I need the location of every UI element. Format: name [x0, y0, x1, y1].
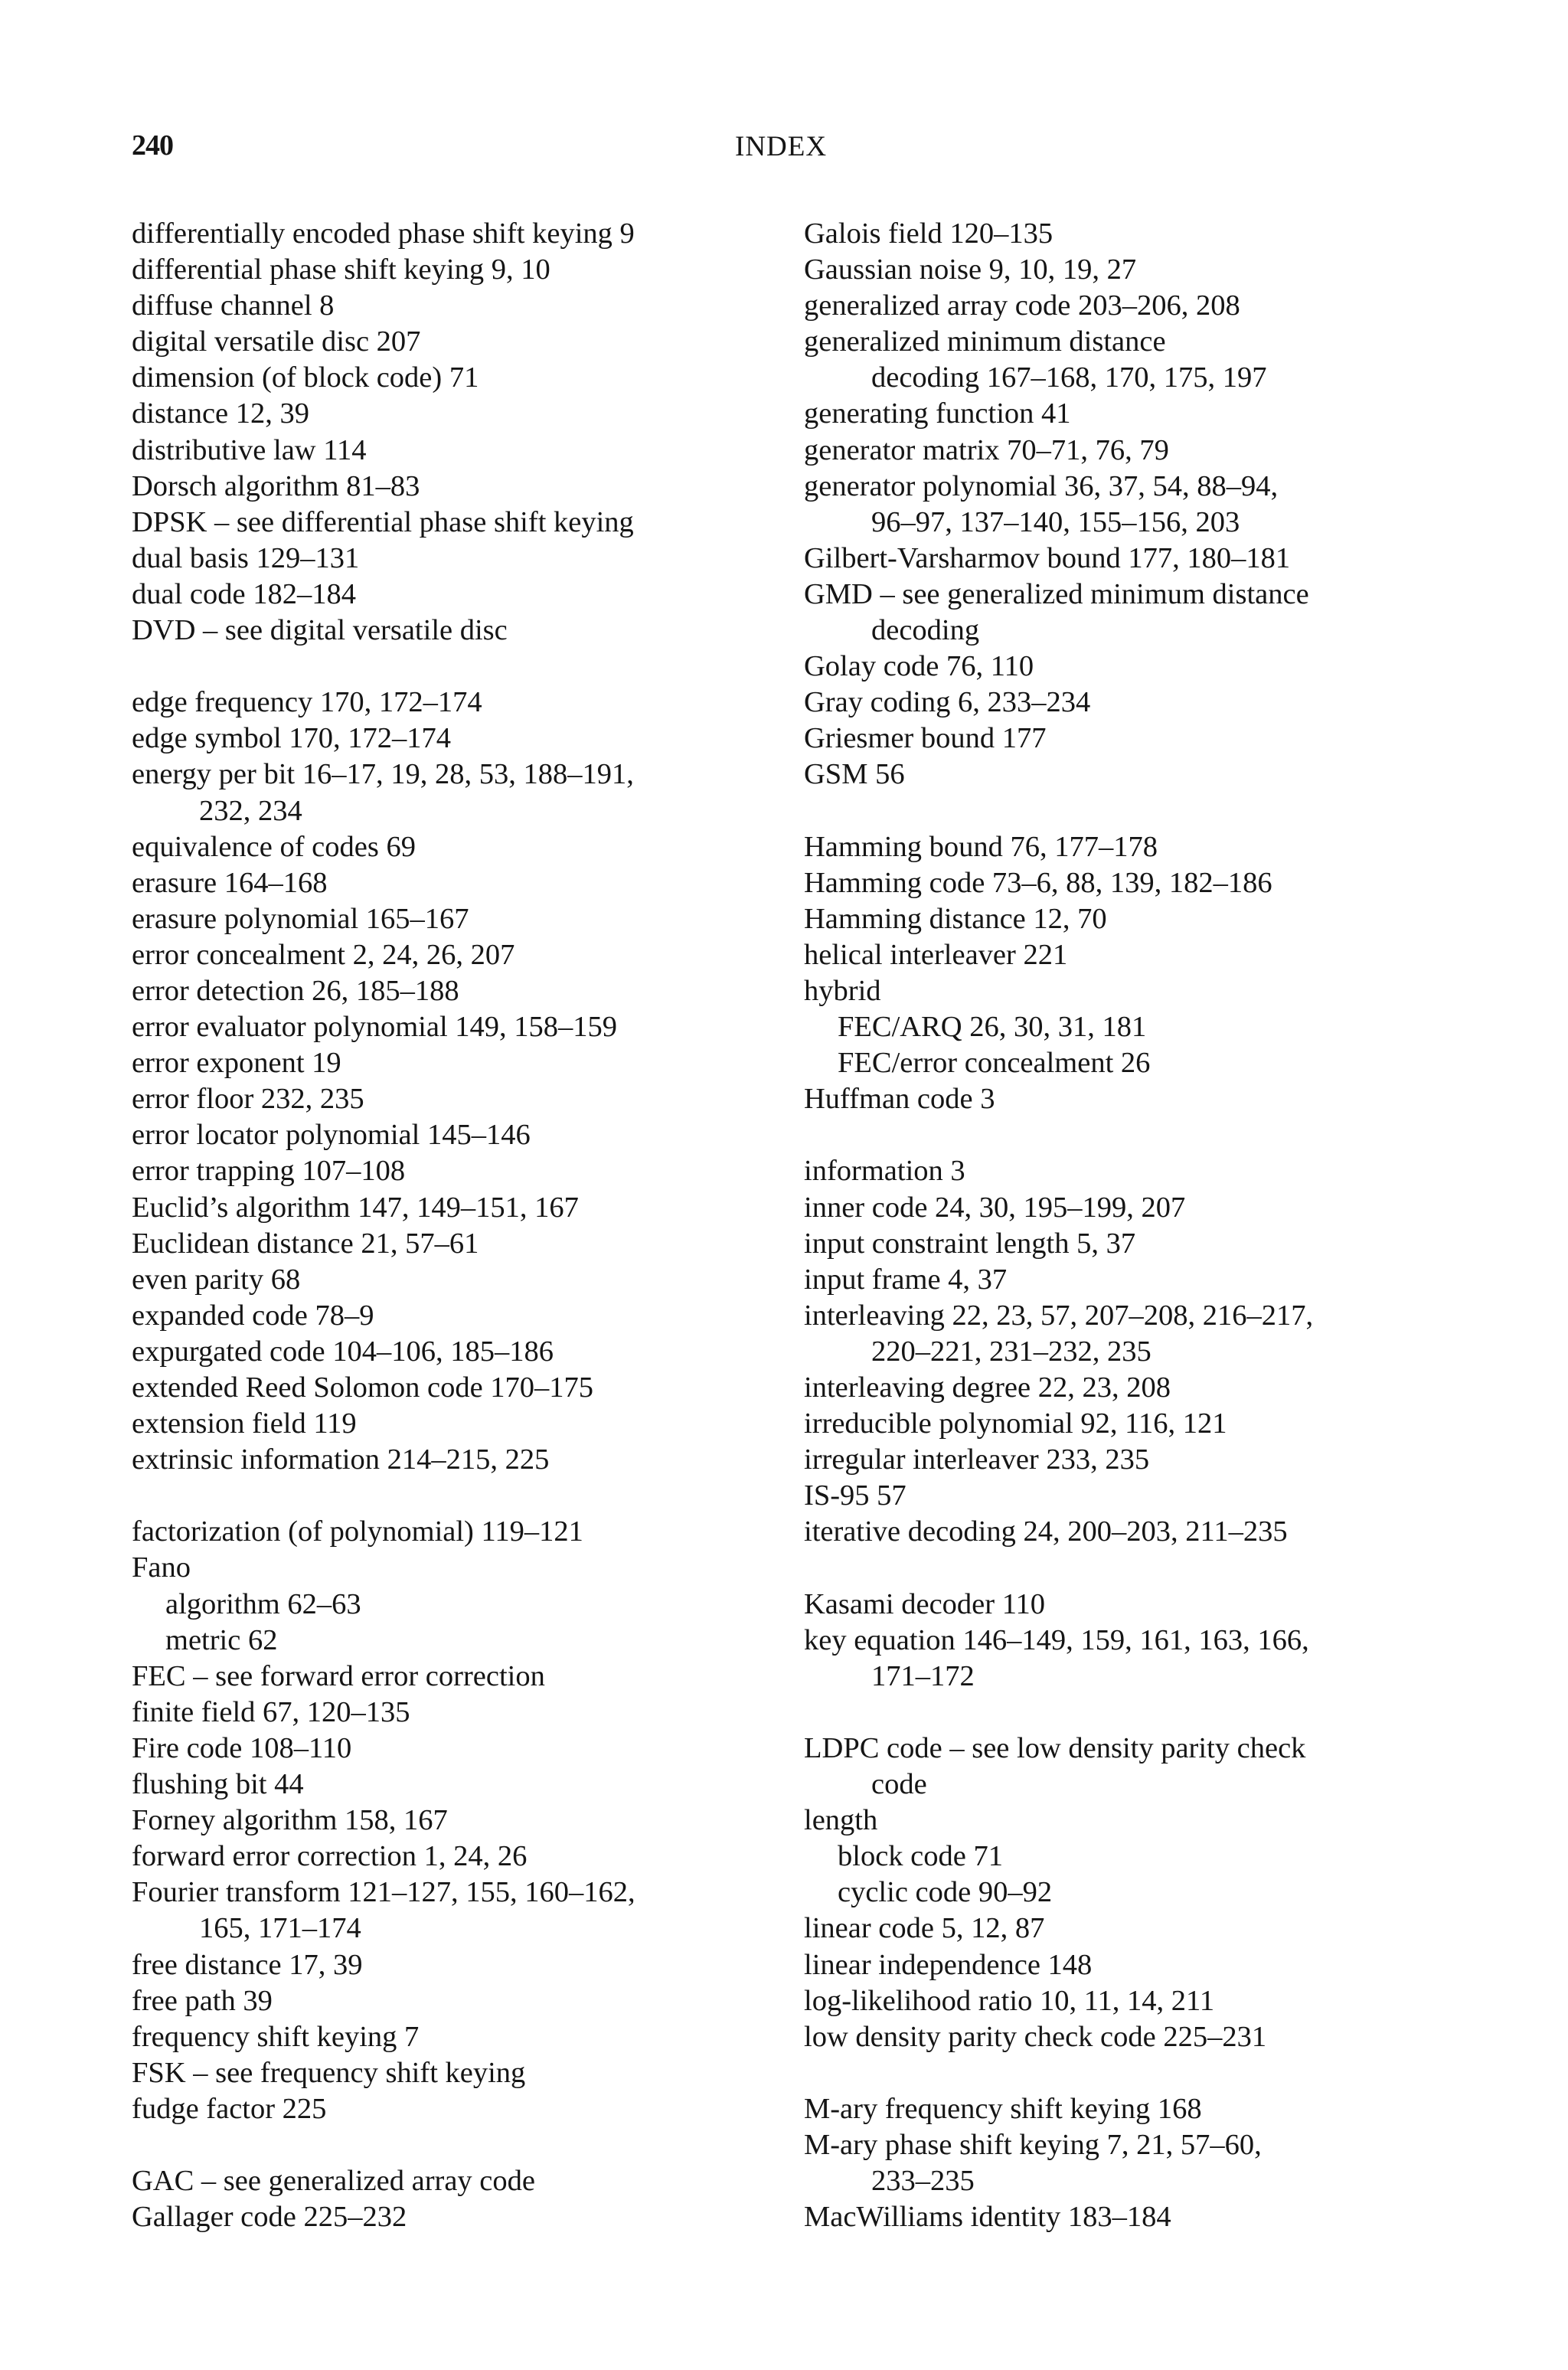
- index-subentry: block code 71: [838, 1840, 1003, 1873]
- index-entry-continuation: decoding: [871, 614, 980, 647]
- index-subentry: FEC/error concealment 26: [838, 1047, 1151, 1080]
- index-entry: GSM 56: [804, 758, 905, 791]
- index-entry: length: [804, 1804, 878, 1837]
- index-entry: key equation 146–149, 159, 161, 163, 166,: [804, 1623, 1309, 1656]
- index-entry: Golay code 76, 110: [804, 650, 1034, 683]
- index-entry: Kasami decoder 110: [804, 1587, 1046, 1620]
- index-entry: helical interleaver 221: [804, 938, 1068, 971]
- index-entry: FEC – see forward error correction: [132, 1659, 545, 1692]
- index-entry: Hamming code 73–6, 88, 139, 182–186: [804, 866, 1272, 899]
- index-entry: expanded code 78–9: [132, 1299, 374, 1332]
- section-gap: [804, 1117, 1478, 1153]
- running-head: INDEX: [735, 131, 828, 162]
- section-gap: [804, 793, 1478, 829]
- index-subentry: metric 62: [165, 1623, 278, 1656]
- index-entry: fudge factor 225: [132, 2092, 327, 2125]
- index-entry: Huffman code 3: [804, 1083, 995, 1116]
- index-entry: distance 12, 39: [132, 397, 310, 430]
- index-entry-continuation: code: [871, 1768, 927, 1801]
- index-entry: Gallager code 225–232: [132, 2201, 407, 2234]
- index-entry: factorization (of polynomial) 119–121: [132, 1515, 583, 1548]
- index-entry: error detection 26, 185–188: [132, 974, 459, 1007]
- index-entry: Fourier transform 121–127, 155, 160–162,: [132, 1876, 635, 1909]
- index-entry-continuation: 171–172: [871, 1659, 975, 1692]
- index-entry: Gaussian noise 9, 10, 19, 27: [804, 253, 1137, 286]
- index-entry: error locator polynomial 145–146: [132, 1119, 531, 1152]
- index-entry: Dorsch algorithm 81–83: [132, 469, 420, 502]
- index-entry: distributive law 114: [132, 433, 367, 466]
- index-entry: linear independence 148: [804, 1948, 1093, 1981]
- index-entry: DPSK – see differential phase shift keying: [132, 505, 634, 538]
- index-entry: erasure 164–168: [132, 866, 328, 899]
- index-entry: extension field 119: [132, 1407, 357, 1440]
- index-entry: FSK – see frequency shift keying: [132, 2056, 526, 2089]
- index-entry: Gray coding 6, 233–234: [804, 686, 1091, 719]
- index-entry: error trapping 107–108: [132, 1155, 406, 1188]
- index-column-left: [132, 216, 805, 2235]
- index-entry-continuation: 96–97, 137–140, 155–156, 203: [871, 505, 1240, 538]
- index-entry: error concealment 2, 24, 26, 207: [132, 938, 515, 971]
- index-entry: extrinsic information 214–215, 225: [132, 1443, 550, 1476]
- index-entry: extended Reed Solomon code 170–175: [132, 1371, 594, 1404]
- index-entry: Forney algorithm 158, 167: [132, 1804, 448, 1837]
- index-entry: flushing bit 44: [132, 1768, 304, 1801]
- index-entry: generating function 41: [804, 397, 1071, 430]
- index-entry: differentially encoded phase shift keying 9: [132, 217, 635, 250]
- index-subentry: algorithm 62–63: [165, 1587, 361, 1620]
- index-entry: input constraint length 5, 37: [804, 1227, 1136, 1260]
- index-entry: energy per bit 16–17, 19, 28, 53, 188–191,: [132, 758, 634, 791]
- index-entry: DVD – see digital versatile disc: [132, 614, 508, 647]
- index-entry: interleaving 22, 23, 57, 207–208, 216–217,: [804, 1299, 1314, 1332]
- page-number: 240: [132, 129, 173, 162]
- index-entry: Fano: [132, 1551, 191, 1584]
- section-gap: [804, 1695, 1478, 1731]
- index-entry: error floor 232, 235: [132, 1083, 364, 1116]
- index-entry-continuation: 232, 234: [199, 794, 302, 827]
- index-entry: interleaving degree 22, 23, 208: [804, 1371, 1171, 1404]
- index-column-right: [804, 216, 1478, 2235]
- index-entry: information 3: [804, 1155, 965, 1188]
- index-entry: Griesmer bound 177: [804, 722, 1047, 755]
- index-entry: differential phase shift keying 9, 10: [132, 253, 550, 286]
- index-entry: input frame 4, 37: [804, 1263, 1008, 1296]
- index-entry: even parity 68: [132, 1263, 301, 1296]
- index-entry: generator matrix 70–71, 76, 79: [804, 433, 1169, 466]
- index-entry: digital versatile disc 207: [132, 325, 421, 358]
- index-entry: free distance 17, 39: [132, 1948, 363, 1981]
- index-entry-continuation: 220–221, 231–232, 235: [871, 1335, 1152, 1368]
- index-entry: edge frequency 170, 172–174: [132, 686, 482, 719]
- index-entry: low density parity check code 225–231: [804, 2020, 1267, 2053]
- index-entry: M-ary phase shift keying 7, 21, 57–60,: [804, 2128, 1262, 2161]
- section-gap: [804, 1550, 1478, 1586]
- index-entry: linear code 5, 12, 87: [804, 1912, 1045, 1945]
- index-entry: inner code 24, 30, 195–199, 207: [804, 1191, 1186, 1224]
- section-gap: [132, 649, 805, 685]
- index-entry: hybrid: [804, 974, 881, 1007]
- section-gap: [132, 2127, 805, 2163]
- index-entry: M-ary frequency shift keying 168: [804, 2092, 1202, 2125]
- index-entry: error exponent 19: [132, 1047, 341, 1080]
- index-entry: Euclidean distance 21, 57–61: [132, 1227, 479, 1260]
- index-entry: finite field 67, 120–135: [132, 1695, 410, 1728]
- index-entry: dimension (of block code) 71: [132, 361, 479, 394]
- index-entry-continuation: 233–235: [871, 2165, 975, 2198]
- index-subentry: FEC/ARQ 26, 30, 31, 181: [838, 1011, 1147, 1044]
- index-entry-continuation: decoding 167–168, 170, 175, 197: [871, 361, 1267, 394]
- index-entry: irregular interleaver 233, 235: [804, 1443, 1150, 1476]
- index-entry: generalized array code 203–206, 208: [804, 289, 1240, 322]
- index-entry: log-likelihood ratio 10, 11, 14, 211: [804, 1984, 1215, 2017]
- index-entry: forward error correction 1, 24, 26: [132, 1840, 528, 1873]
- index-entry: Fire code 108–110: [132, 1731, 352, 1764]
- index-entry: Galois field 120–135: [804, 217, 1054, 250]
- index-entry: dual code 182–184: [132, 577, 356, 610]
- section-gap: [804, 2055, 1478, 2091]
- index-entry: Euclid’s algorithm 147, 149–151, 167: [132, 1191, 579, 1224]
- index-entry: GMD – see generalized minimum distance: [804, 577, 1309, 610]
- section-gap: [132, 1478, 805, 1514]
- index-entry: expurgated code 104–106, 185–186: [132, 1335, 554, 1368]
- index-entry: diffuse channel 8: [132, 289, 335, 322]
- index-entry: Gilbert-Varsharmov bound 177, 180–181: [804, 541, 1291, 574]
- index-entry: GAC – see generalized array code: [132, 2165, 535, 2198]
- index-entry: IS-95 57: [804, 1479, 906, 1512]
- index-subentry: cyclic code 90–92: [838, 1876, 1053, 1909]
- index-entry: Hamming distance 12, 70: [804, 902, 1107, 935]
- index-entry: free path 39: [132, 1984, 273, 2017]
- index-entry: erasure polynomial 165–167: [132, 902, 469, 935]
- index-entry: MacWilliams identity 183–184: [804, 2201, 1171, 2234]
- index-entry: generalized minimum distance: [804, 325, 1166, 358]
- index-entry: irreducible polynomial 92, 116, 121: [804, 1407, 1227, 1440]
- index-entry: Hamming bound 76, 177–178: [804, 830, 1158, 863]
- index-entry: edge symbol 170, 172–174: [132, 722, 452, 755]
- index-entry: generator polynomial 36, 37, 54, 88–94,: [804, 469, 1279, 502]
- index-entry: LDPC code – see low density parity check: [804, 1731, 1306, 1764]
- index-entry-continuation: 165, 171–174: [199, 1912, 361, 1945]
- index-entry: frequency shift keying 7: [132, 2020, 420, 2053]
- index-entry: iterative decoding 24, 200–203, 211–235: [804, 1515, 1288, 1548]
- index-entry: equivalence of codes 69: [132, 830, 416, 863]
- index-entry: dual basis 129–131: [132, 541, 360, 574]
- index-entry: error evaluator polynomial 149, 158–159: [132, 1011, 618, 1044]
